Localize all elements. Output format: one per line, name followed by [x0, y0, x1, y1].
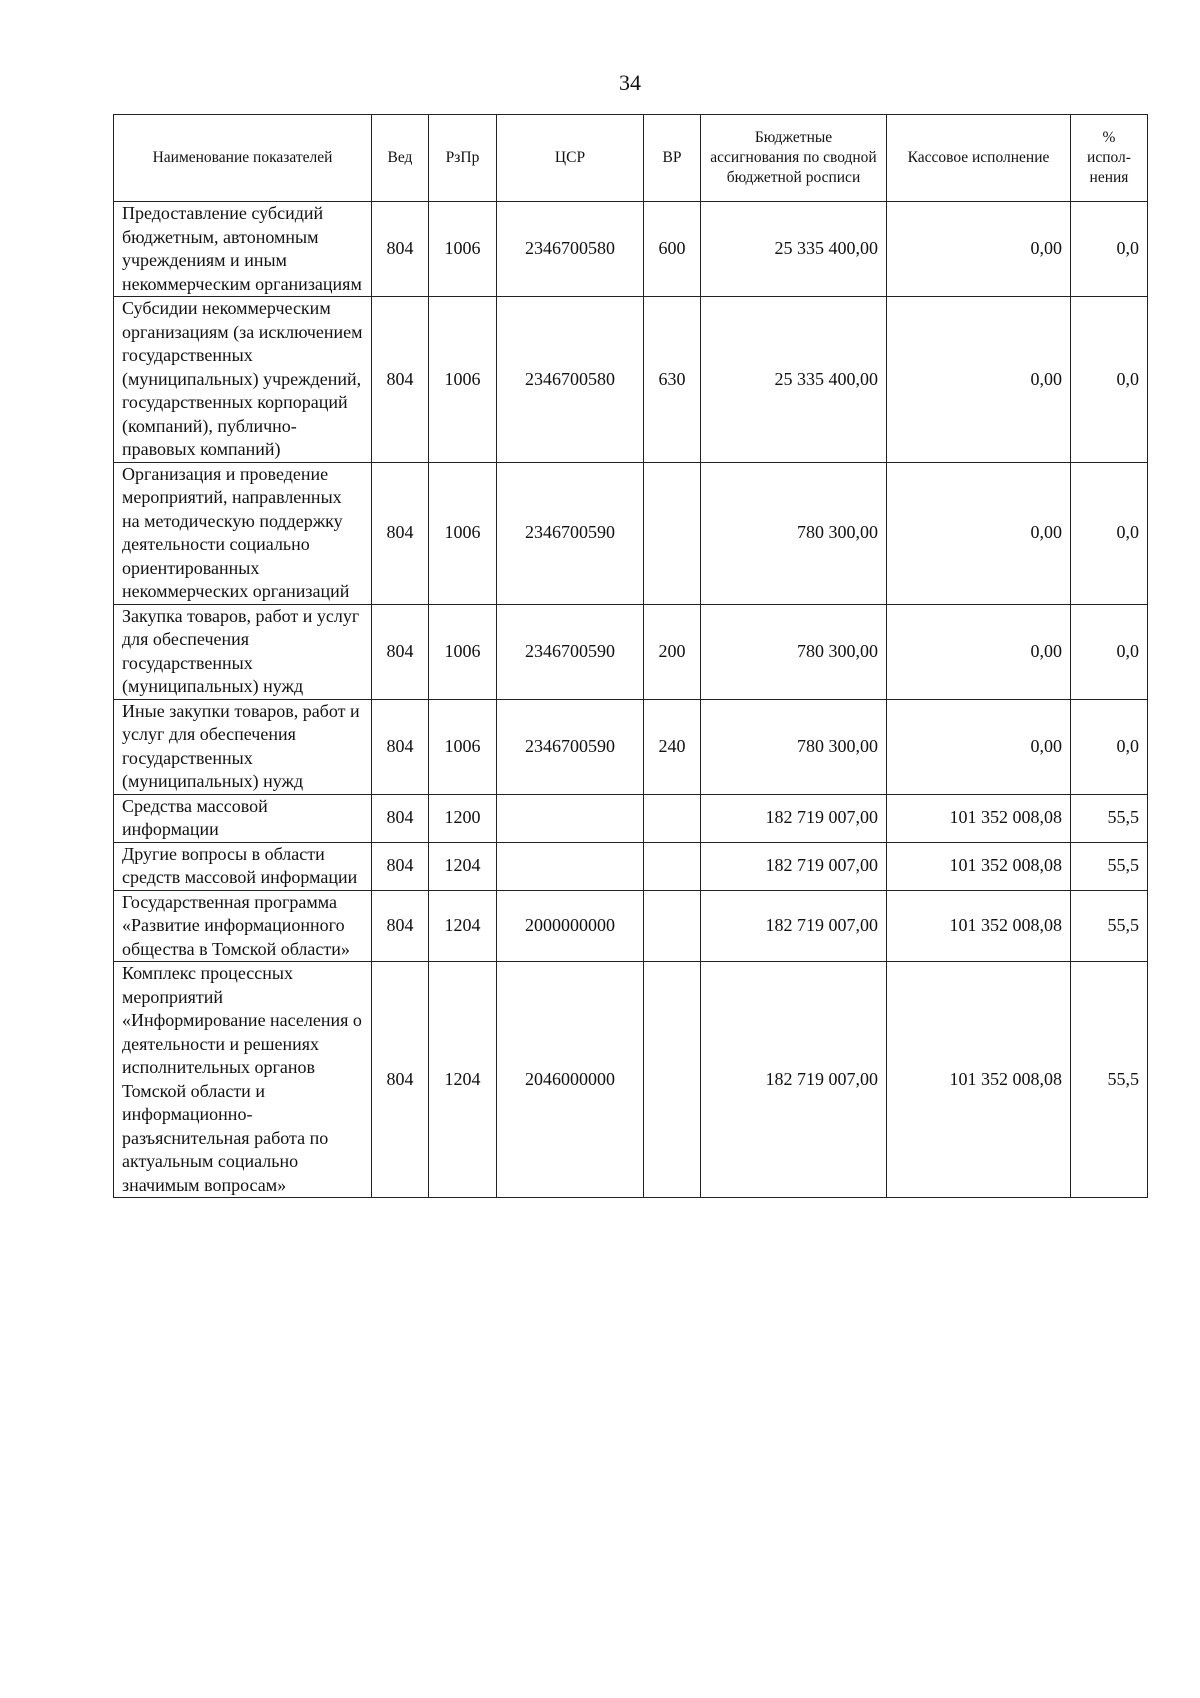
header-percent-line3: нения — [1089, 169, 1129, 186]
header-rzpr: РзПр — [429, 115, 497, 202]
row-name-cell: Средства массовой информации — [114, 794, 372, 842]
row-execution-cell: 0,00 — [887, 202, 1071, 297]
row-rzpr-cell: 1006 — [429, 604, 497, 699]
header-csr: ЦСР — [497, 115, 644, 202]
page-number: 34 — [619, 70, 641, 95]
table-row — [114, 202, 1148, 297]
row-ved-cell: 804 — [372, 202, 429, 297]
table-body — [114, 202, 1148, 1198]
row-percent-cell: 0,0 — [1071, 202, 1148, 297]
table-row — [114, 890, 1148, 962]
row-ved-cell: 804 — [372, 462, 429, 604]
row-name-cell: Организация и проведение мероприятий, направленных на методическую поддержку деятельности социально ориентированных некоммерческих организаций — [114, 462, 372, 604]
row-ved-cell: 804 — [372, 297, 429, 463]
row-assignments-cell: 182 719 007,00 — [701, 962, 887, 1198]
row-ved-cell: 804 — [372, 890, 429, 962]
row-assignments-cell: 780 300,00 — [701, 604, 887, 699]
row-assignments-cell: 25 335 400,00 — [701, 297, 887, 463]
row-assignments-cell: 182 719 007,00 — [701, 890, 887, 962]
row-rzpr-cell: 1006 — [429, 297, 497, 463]
row-name-cell: Предоставление субсидий бюджетным, автономным учреждениям и иным некоммерческим организациям — [114, 202, 372, 297]
header-percent-line2: испол- — [1087, 149, 1131, 166]
budget-execution-table — [113, 114, 1148, 1198]
row-vr-cell: 600 — [644, 202, 701, 297]
row-vr-cell — [644, 962, 701, 1198]
row-ved-cell: 804 — [372, 842, 429, 890]
row-ved-cell: 804 — [372, 962, 429, 1198]
row-vr-cell: 630 — [644, 297, 701, 463]
row-assignments-cell: 780 300,00 — [701, 699, 887, 794]
row-ved-cell: 804 — [372, 699, 429, 794]
header-percent — [1071, 115, 1148, 202]
table-row — [114, 699, 1148, 794]
table-row — [114, 842, 1148, 890]
row-name-cell: Другие вопросы в области средств массовой информации — [114, 842, 372, 890]
row-execution-cell: 0,00 — [887, 462, 1071, 604]
row-rzpr-cell: 1204 — [429, 890, 497, 962]
row-percent-cell: 55,5 — [1071, 962, 1148, 1198]
row-name-cell: Закупка товаров, работ и услуг для обеспечения государственных (муниципальных) нужд — [114, 604, 372, 699]
row-name-cell: Иные закупки товаров, работ и услуг для обеспечения государственных (муниципальных) нужд — [114, 699, 372, 794]
row-percent-cell: 55,5 — [1071, 842, 1148, 890]
row-rzpr-cell: 1006 — [429, 699, 497, 794]
table-row — [114, 297, 1148, 463]
row-ved-cell: 804 — [372, 604, 429, 699]
row-assignments-cell: 182 719 007,00 — [701, 842, 887, 890]
row-name-cell: Государственная программа «Развитие информационного общества в Томской области» — [114, 890, 372, 962]
row-vr-cell: 240 — [644, 699, 701, 794]
row-execution-cell: 101 352 008,08 — [887, 842, 1071, 890]
header-name: Наименование показателей — [114, 115, 372, 202]
row-rzpr-cell: 1204 — [429, 962, 497, 1198]
table-row — [114, 794, 1148, 842]
row-percent-cell: 55,5 — [1071, 890, 1148, 962]
row-execution-cell: 0,00 — [887, 699, 1071, 794]
row-rzpr-cell: 1204 — [429, 842, 497, 890]
row-name-cell: Комплекс процессных мероприятий «Информирование населения о деятельности и решениях исполнительных органов Томской области и информационно-разъяснительная работа по актуальным социально значимым вопросам» — [114, 962, 372, 1198]
row-name-cell: Субсидии некоммерческим организациям (за исключением государственных (муниципальных) учреждений, государственных корпораций (компаний), публично-правовых компаний) — [114, 297, 372, 463]
row-csr-cell: 2000000000 — [497, 890, 644, 962]
row-csr-cell: 2346700590 — [497, 699, 644, 794]
row-execution-cell: 0,00 — [887, 604, 1071, 699]
row-csr-cell: 2346700580 — [497, 202, 644, 297]
row-csr-cell: 2046000000 — [497, 962, 644, 1198]
row-assignments-cell: 182 719 007,00 — [701, 794, 887, 842]
header-ved: Вед — [372, 115, 429, 202]
row-csr-cell — [497, 794, 644, 842]
row-percent-cell: 0,0 — [1071, 297, 1148, 463]
row-execution-cell: 101 352 008,08 — [887, 890, 1071, 962]
row-execution-cell: 101 352 008,08 — [887, 962, 1071, 1198]
header-percent-line1: % — [1102, 129, 1116, 146]
row-vr-cell — [644, 462, 701, 604]
table-row — [114, 962, 1148, 1198]
row-assignments-cell: 780 300,00 — [701, 462, 887, 604]
row-csr-cell: 2346700580 — [497, 297, 644, 463]
row-assignments-cell: 25 335 400,00 — [701, 202, 887, 297]
row-execution-cell: 0,00 — [887, 297, 1071, 463]
header-execution: Кассовое исполнение — [887, 115, 1071, 202]
row-execution-cell: 101 352 008,08 — [887, 794, 1071, 842]
row-csr-cell: 2346700590 — [497, 604, 644, 699]
row-percent-cell: 55,5 — [1071, 794, 1148, 842]
row-vr-cell — [644, 890, 701, 962]
row-csr-cell — [497, 842, 644, 890]
header-vr: ВР — [644, 115, 701, 202]
row-vr-cell: 200 — [644, 604, 701, 699]
row-ved-cell: 804 — [372, 794, 429, 842]
table-row — [114, 462, 1148, 604]
row-percent-cell: 0,0 — [1071, 604, 1148, 699]
row-percent-cell: 0,0 — [1071, 699, 1148, 794]
header-assignments: Бюджетные ассигнования по сводной бюджетной росписи — [701, 115, 887, 202]
row-csr-cell: 2346700590 — [497, 462, 644, 604]
row-rzpr-cell: 1006 — [429, 202, 497, 297]
table-row — [114, 604, 1148, 699]
row-percent-cell: 0,0 — [1071, 462, 1148, 604]
row-vr-cell — [644, 842, 701, 890]
row-rzpr-cell: 1006 — [429, 462, 497, 604]
table-header-row — [114, 115, 1148, 202]
row-rzpr-cell: 1200 — [429, 794, 497, 842]
row-vr-cell — [644, 794, 701, 842]
